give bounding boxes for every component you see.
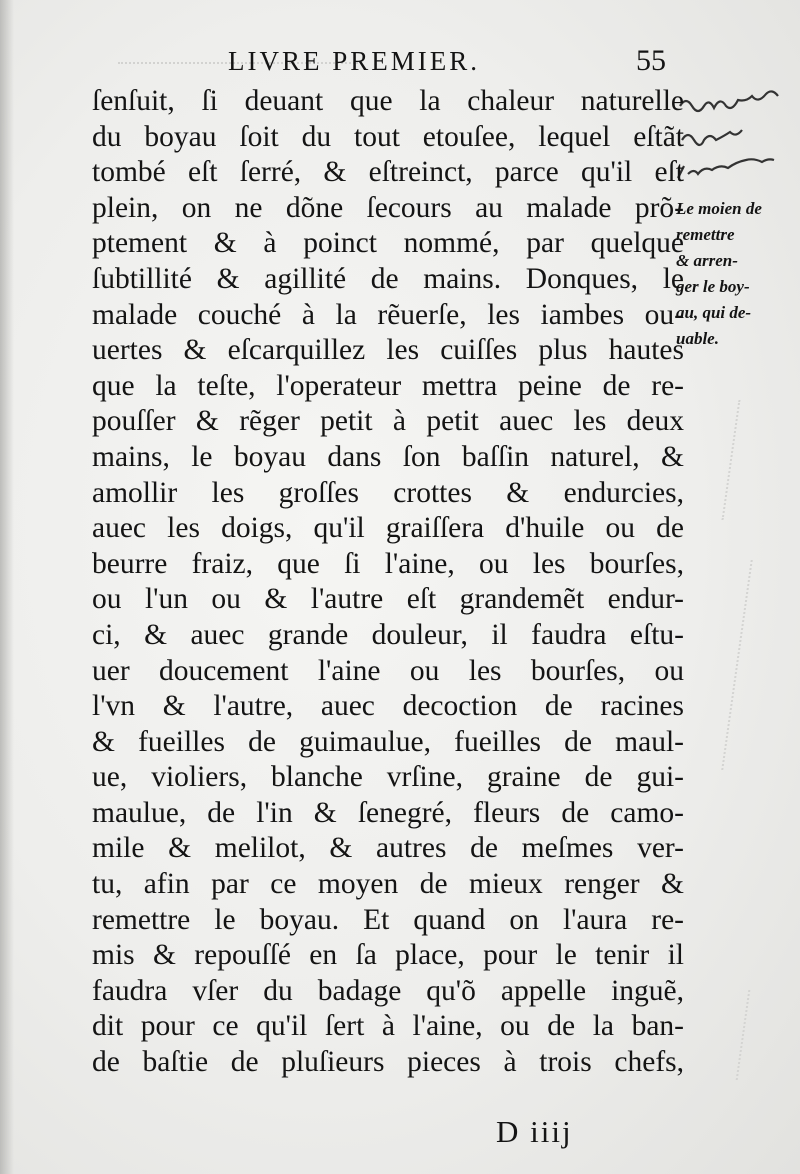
text-line: ue, violiers, blanche vrſine, graine de gui- xyxy=(92,761,684,794)
marginal-note-line: remettre xyxy=(676,225,735,244)
text-line: tu, afin par ce moyen de mieux renger & xyxy=(92,868,684,901)
text-line: ci, & auec grande douleur, il faudra eſtu- xyxy=(92,618,684,651)
marginal-note-line: Le moien de xyxy=(676,199,762,218)
body-text xyxy=(92,84,684,1081)
text-line: amollir les groſſes crottes & endurcies, xyxy=(92,476,684,509)
gutter-shadow xyxy=(0,0,14,1174)
text-line: auec les doigs, qu'il graiſſera d'huile ou de xyxy=(92,512,684,545)
handwritten-annotation xyxy=(676,80,800,190)
signature-mark: D iiij xyxy=(496,1114,573,1149)
marginal-note-line: & arren- xyxy=(676,251,738,270)
text-line: beurre fraiz, que ſi l'aine, ou les bourſes, xyxy=(92,547,684,580)
text-line: plein, on ne dõne ſecours au malade prõ- xyxy=(92,191,684,224)
text-line: que la teſte, l'operateur mettra peine de re- xyxy=(92,369,684,402)
text-line: ſenſuit, ſi deuant que la chaleur naturelle xyxy=(92,85,684,117)
text-line: remettre le boyau. Et quand on l'aura re- xyxy=(92,903,684,936)
show-through-mark xyxy=(722,400,791,520)
text-line: l'vn & l'autre, auec decoction de racines xyxy=(92,690,684,723)
text-line: ptement & à poinct nommé, par quelque xyxy=(92,227,684,260)
show-through-mark xyxy=(736,990,797,1080)
marginal-note-line: au, qui de- xyxy=(676,303,752,322)
text-line: malade couché à la rẽuerſe, les iambes ou- xyxy=(92,298,684,331)
text-line: de baſtie de pluſieurs pieces à trois chefs, xyxy=(92,1046,684,1079)
marginal-note xyxy=(676,196,796,352)
text-line: faudra vſer du badage qu'õ appelle inguẽ, xyxy=(92,974,684,1007)
text-line: maulue, de l'in & ſenegré, fleurs de camo- xyxy=(92,796,684,829)
text-line: ſubtillité & agillité de mains. Donques, le xyxy=(92,262,684,295)
text-line: uer doucement l'aine ou les bourſes, ou xyxy=(92,654,684,687)
running-head: LIVRE PREMIER. xyxy=(228,46,481,76)
text-line: mis & repouſſé en ſa place, pour le tenir il xyxy=(92,939,684,972)
text-line: ou l'un ou & l'autre eſt grandemẽt endur- xyxy=(92,583,684,616)
page-header xyxy=(220,40,670,80)
text-line: mile & melilot, & autres de meſmes ver- xyxy=(92,832,684,865)
text-line: uertes & eſcarquillez les cuiſſes plus hautes xyxy=(92,334,684,367)
text-line: dit pour ce qu'il ſert à l'aine, ou de la ban- xyxy=(92,1010,684,1043)
show-through-mark xyxy=(721,560,800,770)
page-number: 55 xyxy=(636,44,666,77)
text-line: pouſſer & rẽger petit à petit auec les deux xyxy=(92,405,684,438)
text-line: du boyau ſoit du tout etouſee, lequel eſtãt xyxy=(92,120,684,153)
text-line: tombé eſt ſerré, & eſtreinct, parce qu'il eſt xyxy=(92,156,684,189)
marginal-note-line: ger le boy- xyxy=(676,277,750,296)
marginal-note-line: uable. xyxy=(676,329,719,348)
text-line: mains, le boyau dans ſon baſſin naturel, & xyxy=(92,440,684,473)
text-line: & fueilles de guimaulue, fueilles de maul- xyxy=(92,725,684,758)
